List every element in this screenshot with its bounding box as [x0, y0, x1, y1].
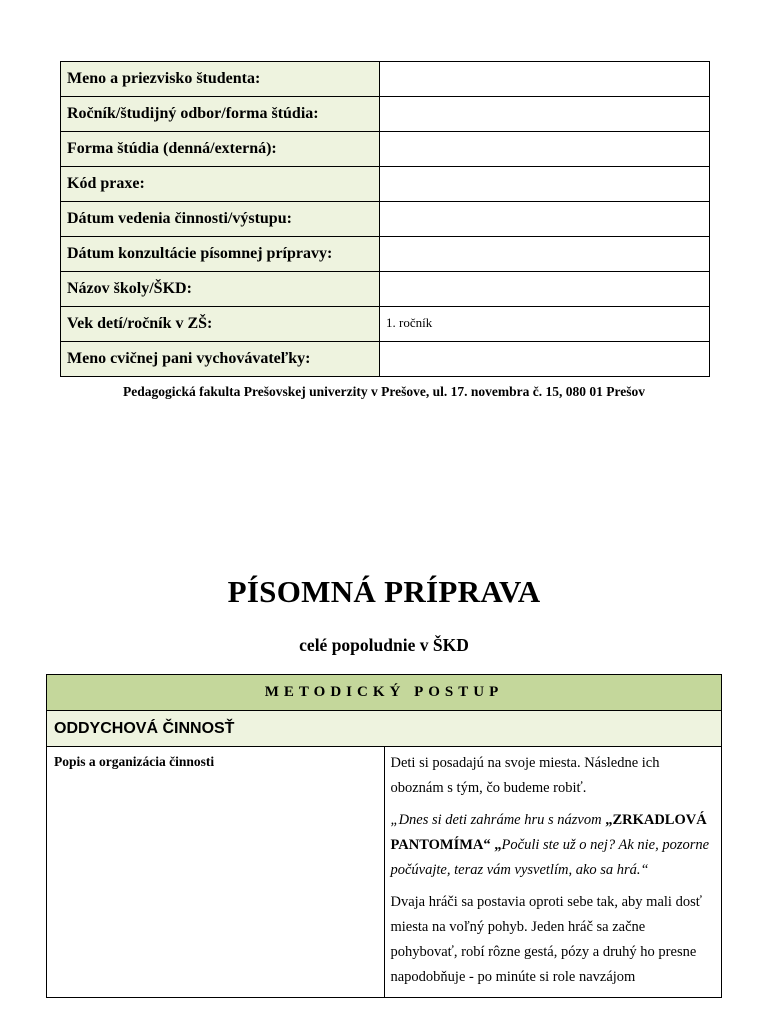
row-label: Popis a organizácia činnosti: [47, 747, 385, 998]
game-name: „ZRKADLOVÁ PANTOMÍMA“: [390, 812, 707, 853]
info-value-field[interactable]: [380, 342, 710, 377]
info-row-student-name: [61, 62, 710, 97]
student-info-table: [60, 61, 710, 377]
quote-mark: „: [490, 837, 502, 853]
info-label: Kód praxe:: [61, 167, 380, 202]
info-label: Forma štúdia (denná/externá):: [61, 132, 380, 167]
info-value-field[interactable]: [380, 167, 710, 202]
info-label: Vek detí/ročník v ZŠ:: [61, 307, 380, 342]
info-value-field[interactable]: [380, 97, 710, 132]
info-row-study-form: [61, 132, 710, 167]
info-value-field[interactable]: [380, 132, 710, 167]
info-label: Meno a priezvisko študenta:: [61, 62, 380, 97]
info-value-field[interactable]: [380, 62, 710, 97]
quote-start: „Dnes si deti zahráme hru s názvom: [390, 812, 606, 828]
info-row-age-grade: [61, 307, 710, 342]
info-row-practice-code: [61, 167, 710, 202]
section-heading: ODDYCHOVÁ ČINNOSŤ: [47, 711, 722, 747]
quote-end: Počuli ste už o nej? Ak nie, pozorne počúvajte, teraz vám vysvetlím, ako sa hrá.“: [390, 837, 710, 878]
paragraph-quote: [391, 808, 714, 883]
info-row-year-field: [61, 97, 710, 132]
info-value-field[interactable]: [380, 237, 710, 272]
method-table: [46, 674, 722, 998]
info-label: Meno cvičnej pani vychovávateľky:: [61, 342, 380, 377]
document-subtitle: celé popoludnie v ŠKD: [299, 635, 469, 655]
info-label: Dátum konzultácie písomnej prípravy:: [61, 237, 380, 272]
info-value-field[interactable]: 1. ročník: [380, 307, 710, 342]
info-label: Dátum vedenia činnosti/výstupu:: [61, 202, 380, 237]
info-row-activity-date: [61, 202, 710, 237]
info-value-field[interactable]: [380, 202, 710, 237]
paragraph-intro: Deti si posadajú na svoje miesta. Následne ich oboznám s tým, čo budeme robiť.: [390, 755, 660, 796]
document-title: PÍSOMNÁ PRÍPRAVA: [227, 574, 541, 609]
info-row-mentor-name: [61, 342, 710, 377]
info-row-school-name: [61, 272, 710, 307]
paragraph-rules: Dvaja hráči sa postavia oproti sebe tak, aby mali dosť miesta na voľný pohyb. Jeden hráč sa začne pohybovať, robí rôzne gestá, pózy a druhý ho presne napodobňuje - po minúte si role navzájom: [390, 894, 702, 985]
info-row-consultation-date: [61, 237, 710, 272]
method-header: METODICKÝ POSTUP: [47, 675, 722, 711]
info-label: Názov školy/ŠKD:: [61, 272, 380, 307]
info-value-field[interactable]: [380, 272, 710, 307]
activity-description[interactable]: [384, 747, 722, 998]
info-label: Ročník/študijný odbor/forma štúdia:: [61, 97, 380, 132]
faculty-address: Pedagogická fakulta Prešovskej univerzity v Prešove, ul. 17. novembra č. 15, 080 01 Prešov: [123, 384, 645, 399]
